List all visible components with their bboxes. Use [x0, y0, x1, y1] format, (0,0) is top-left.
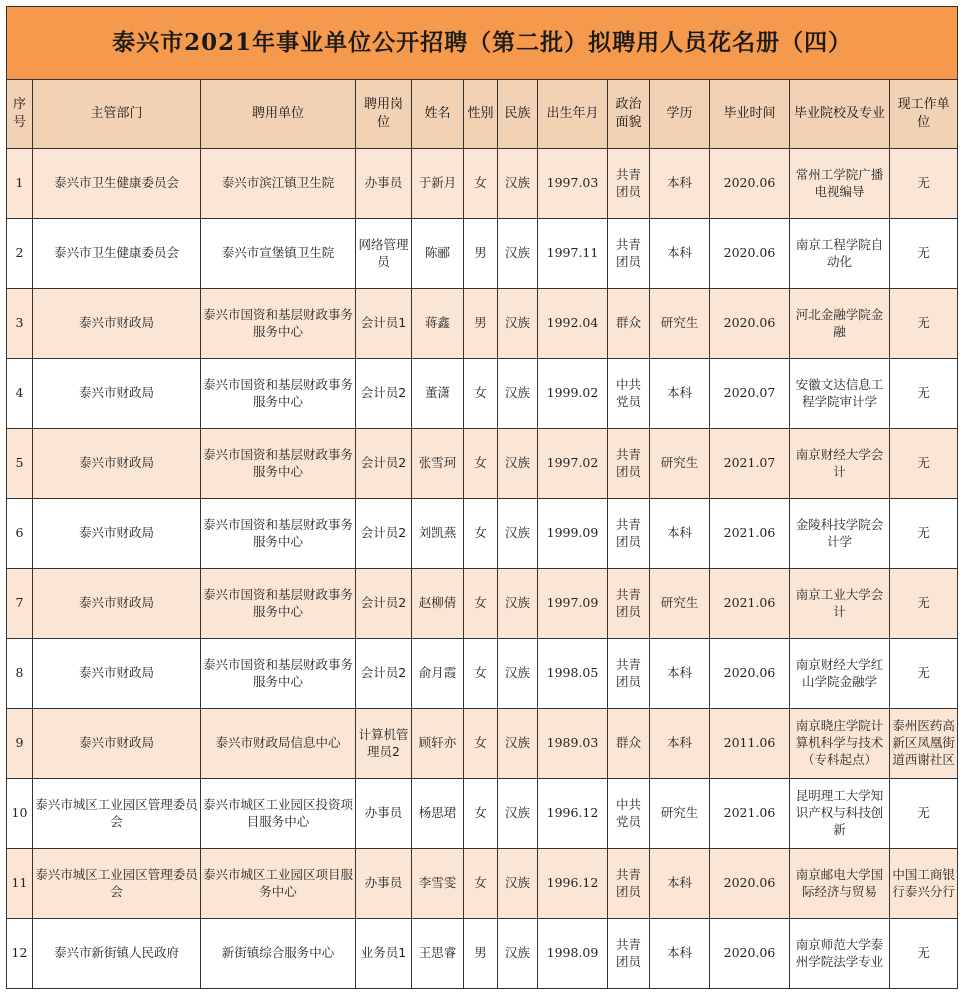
- cell-department: 泰兴市卫生健康委员会: [33, 149, 201, 219]
- cell-position: 网络管理员: [356, 219, 412, 289]
- cell-gender: 女: [464, 149, 498, 219]
- cell-education: 本科: [650, 149, 710, 219]
- cell-political: 群众: [608, 709, 650, 779]
- cell-education: 本科: [650, 919, 710, 989]
- cell-education: 本科: [650, 849, 710, 919]
- cell-department: 泰兴市财政局: [33, 359, 201, 429]
- cell-ethnicity: 汉族: [498, 849, 538, 919]
- cell-school-major: 常州工学院广播电视编导: [790, 149, 890, 219]
- cell-name: 陈郦: [412, 219, 464, 289]
- cell-graduation: 2020.06: [710, 219, 790, 289]
- cell-birth: 1997.11: [538, 219, 608, 289]
- header-col-school-major: 毕业院校及专业: [790, 80, 890, 149]
- cell-position: 业务员1: [356, 919, 412, 989]
- cell-school-major: 南京财经大学红山学院金融学: [790, 639, 890, 709]
- cell-graduation: 2021.06: [710, 499, 790, 569]
- cell-ethnicity: 汉族: [498, 219, 538, 289]
- cell-employer: 泰兴市国资和基层财政事务服务中心: [201, 569, 356, 639]
- cell-political: 共青团员: [608, 219, 650, 289]
- cell-name: 蒋鑫: [412, 289, 464, 359]
- cell-graduation: 2021.06: [710, 569, 790, 639]
- cell-graduation: 2011.06: [710, 709, 790, 779]
- cell-ethnicity: 汉族: [498, 779, 538, 849]
- cell-gender: 女: [464, 359, 498, 429]
- header-col-graduation: 毕业时间: [710, 80, 790, 149]
- header-col-department: 主管部门: [33, 80, 201, 149]
- cell-position: 会计员2: [356, 429, 412, 499]
- cell-current-work: 无: [890, 219, 958, 289]
- cell-current-work: 无: [890, 359, 958, 429]
- table-row: [7, 639, 958, 709]
- cell-employer: 泰兴市宣堡镇卫生院: [201, 219, 356, 289]
- cell-current-work: 无: [890, 289, 958, 359]
- cell-gender: 男: [464, 289, 498, 359]
- table-row: [7, 219, 958, 289]
- cell-current-work: 泰州医药高新区凤凰街道西谢社区: [890, 709, 958, 779]
- cell-position: 办事员: [356, 149, 412, 219]
- cell-school-major: 南京邮电大学国际经济与贸易: [790, 849, 890, 919]
- cell-political: 中共党员: [608, 779, 650, 849]
- cell-school-major: 南京师范大学泰州学院法学专业: [790, 919, 890, 989]
- cell-political: 群众: [608, 289, 650, 359]
- cell-birth: 1997.09: [538, 569, 608, 639]
- cell-political: 共青团员: [608, 919, 650, 989]
- cell-department: 泰兴市财政局: [33, 709, 201, 779]
- cell-index: 12: [7, 919, 33, 989]
- cell-employer: 泰兴市国资和基层财政事务服务中心: [201, 289, 356, 359]
- cell-index: 3: [7, 289, 33, 359]
- cell-department: 泰兴市城区工业园区管理委员会: [33, 779, 201, 849]
- cell-index: 7: [7, 569, 33, 639]
- cell-gender: 男: [464, 919, 498, 989]
- cell-ethnicity: 汉族: [498, 499, 538, 569]
- cell-department: 泰兴市财政局: [33, 569, 201, 639]
- cell-employer: 泰兴市国资和基层财政事务服务中心: [201, 359, 356, 429]
- table-row: [7, 149, 958, 219]
- cell-school-major: 金陵科技学院会计学: [790, 499, 890, 569]
- table-row: [7, 289, 958, 359]
- cell-graduation: 2020.07: [710, 359, 790, 429]
- cell-index: 1: [7, 149, 33, 219]
- cell-education: 研究生: [650, 569, 710, 639]
- cell-department: 泰兴市财政局: [33, 429, 201, 499]
- header-col-political: 政治面貌: [608, 80, 650, 149]
- cell-gender: 女: [464, 849, 498, 919]
- cell-current-work: 无: [890, 779, 958, 849]
- cell-name: 李雪雯: [412, 849, 464, 919]
- table-row: [7, 919, 958, 989]
- cell-department: 泰兴市城区工业园区管理委员会: [33, 849, 201, 919]
- cell-graduation: 2021.07: [710, 429, 790, 499]
- cell-education: 研究生: [650, 289, 710, 359]
- cell-employer: 新街镇综合服务中心: [201, 919, 356, 989]
- cell-education: 研究生: [650, 429, 710, 499]
- table-row: [7, 569, 958, 639]
- cell-department: 泰兴市财政局: [33, 639, 201, 709]
- cell-index: 6: [7, 499, 33, 569]
- cell-education: 本科: [650, 499, 710, 569]
- cell-position: 办事员: [356, 849, 412, 919]
- cell-current-work: 无: [890, 429, 958, 499]
- cell-index: 4: [7, 359, 33, 429]
- cell-graduation: 2020.06: [710, 849, 790, 919]
- header-col-gender: 性别: [464, 80, 498, 149]
- cell-school-major: 南京工业大学会计: [790, 569, 890, 639]
- cell-gender: 女: [464, 779, 498, 849]
- cell-school-major: 南京工程学院自动化: [790, 219, 890, 289]
- table-row: [7, 359, 958, 429]
- cell-name: 董潇: [412, 359, 464, 429]
- cell-gender: 女: [464, 429, 498, 499]
- cell-gender: 女: [464, 709, 498, 779]
- cell-birth: 1992.04: [538, 289, 608, 359]
- cell-position: 计算机管理员2: [356, 709, 412, 779]
- cell-school-major: 南京财经大学会计: [790, 429, 890, 499]
- cell-education: 本科: [650, 359, 710, 429]
- cell-birth: 1996.12: [538, 849, 608, 919]
- cell-ethnicity: 汉族: [498, 569, 538, 639]
- cell-department: 泰兴市财政局: [33, 289, 201, 359]
- header-col-position: 聘用岗位: [356, 80, 412, 149]
- cell-graduation: 2020.06: [710, 289, 790, 359]
- document-title: 泰兴市2021年事业单位公开招聘（第二批）拟聘用人员花名册（四）: [7, 7, 958, 80]
- table-row: [7, 499, 958, 569]
- cell-employer: 泰兴市国资和基层财政事务服务中心: [201, 499, 356, 569]
- header-col-name: 姓名: [412, 80, 464, 149]
- cell-graduation: 2021.06: [710, 779, 790, 849]
- header-col-employer: 聘用单位: [201, 80, 356, 149]
- cell-ethnicity: 汉族: [498, 289, 538, 359]
- cell-current-work: 无: [890, 639, 958, 709]
- cell-ethnicity: 汉族: [498, 359, 538, 429]
- cell-birth: 1997.03: [538, 149, 608, 219]
- roster-body: [7, 149, 958, 989]
- roster-document: [6, 6, 957, 989]
- cell-current-work: 中国工商银行泰兴分行: [890, 849, 958, 919]
- cell-current-work: 无: [890, 569, 958, 639]
- cell-employer: 泰兴市国资和基层财政事务服务中心: [201, 429, 356, 499]
- cell-education: 本科: [650, 709, 710, 779]
- cell-index: 9: [7, 709, 33, 779]
- header-col-index: 序号: [7, 80, 33, 149]
- cell-graduation: 2020.06: [710, 919, 790, 989]
- cell-gender: 男: [464, 219, 498, 289]
- cell-name: 于新月: [412, 149, 464, 219]
- cell-current-work: 无: [890, 919, 958, 989]
- cell-political: 共青团员: [608, 149, 650, 219]
- cell-political: 共青团员: [608, 849, 650, 919]
- cell-political: 共青团员: [608, 639, 650, 709]
- cell-birth: 1999.09: [538, 499, 608, 569]
- cell-employer: 泰兴市财政局信息中心: [201, 709, 356, 779]
- cell-index: 10: [7, 779, 33, 849]
- cell-political: 共青团员: [608, 499, 650, 569]
- table-row: [7, 709, 958, 779]
- cell-position: 办事员: [356, 779, 412, 849]
- cell-name: 俞月霞: [412, 639, 464, 709]
- cell-name: 王思睿: [412, 919, 464, 989]
- header-col-birth: 出生年月: [538, 80, 608, 149]
- cell-position: 会计员2: [356, 359, 412, 429]
- cell-birth: 1998.05: [538, 639, 608, 709]
- cell-index: 11: [7, 849, 33, 919]
- cell-graduation: 2020.06: [710, 639, 790, 709]
- table-row: [7, 779, 958, 849]
- cell-position: 会计员2: [356, 639, 412, 709]
- cell-index: 8: [7, 639, 33, 709]
- cell-birth: 1989.03: [538, 709, 608, 779]
- cell-department: 泰兴市财政局: [33, 499, 201, 569]
- cell-ethnicity: 汉族: [498, 149, 538, 219]
- cell-ethnicity: 汉族: [498, 429, 538, 499]
- cell-employer: 泰兴市城区工业园区项目服务中心: [201, 849, 356, 919]
- cell-birth: 1996.12: [538, 779, 608, 849]
- header-col-education: 学历: [650, 80, 710, 149]
- header-row: [7, 80, 958, 149]
- cell-ethnicity: 汉族: [498, 639, 538, 709]
- cell-employer: 泰兴市国资和基层财政事务服务中心: [201, 639, 356, 709]
- cell-birth: 1999.02: [538, 359, 608, 429]
- cell-political: 中共党员: [608, 359, 650, 429]
- cell-graduation: 2020.06: [710, 149, 790, 219]
- cell-position: 会计员2: [356, 499, 412, 569]
- header-col-ethnicity: 民族: [498, 80, 538, 149]
- cell-name: 杨思珺: [412, 779, 464, 849]
- table-row: [7, 849, 958, 919]
- cell-school-major: 河北金融学院金融: [790, 289, 890, 359]
- cell-education: 本科: [650, 639, 710, 709]
- cell-employer: 泰兴市城区工业园区投资项目服务中心: [201, 779, 356, 849]
- cell-employer: 泰兴市滨江镇卫生院: [201, 149, 356, 219]
- cell-name: 顾轩亦: [412, 709, 464, 779]
- cell-department: 泰兴市新街镇人民政府: [33, 919, 201, 989]
- cell-birth: 1997.02: [538, 429, 608, 499]
- cell-department: 泰兴市卫生健康委员会: [33, 219, 201, 289]
- cell-school-major: 昆明理工大学知识产权与科技创新: [790, 779, 890, 849]
- cell-index: 5: [7, 429, 33, 499]
- cell-education: 本科: [650, 219, 710, 289]
- cell-education: 研究生: [650, 779, 710, 849]
- header-col-current-work: 现工作单位: [890, 80, 958, 149]
- cell-name: 刘凯燕: [412, 499, 464, 569]
- cell-gender: 女: [464, 639, 498, 709]
- cell-name: 张雪珂: [412, 429, 464, 499]
- cell-ethnicity: 汉族: [498, 709, 538, 779]
- cell-position: 会计员1: [356, 289, 412, 359]
- cell-gender: 女: [464, 499, 498, 569]
- cell-position: 会计员2: [356, 569, 412, 639]
- cell-current-work: 无: [890, 149, 958, 219]
- cell-gender: 女: [464, 569, 498, 639]
- cell-political: 共青团员: [608, 429, 650, 499]
- cell-school-major: 南京晓庄学院计算机科学与技术（专科起点）: [790, 709, 890, 779]
- cell-index: 2: [7, 219, 33, 289]
- cell-current-work: 无: [890, 499, 958, 569]
- cell-ethnicity: 汉族: [498, 919, 538, 989]
- cell-name: 赵柳倩: [412, 569, 464, 639]
- roster-table: [6, 6, 958, 989]
- cell-birth: 1998.09: [538, 919, 608, 989]
- cell-school-major: 安徽文达信息工程学院审计学: [790, 359, 890, 429]
- table-row: [7, 429, 958, 499]
- cell-political: 共青团员: [608, 569, 650, 639]
